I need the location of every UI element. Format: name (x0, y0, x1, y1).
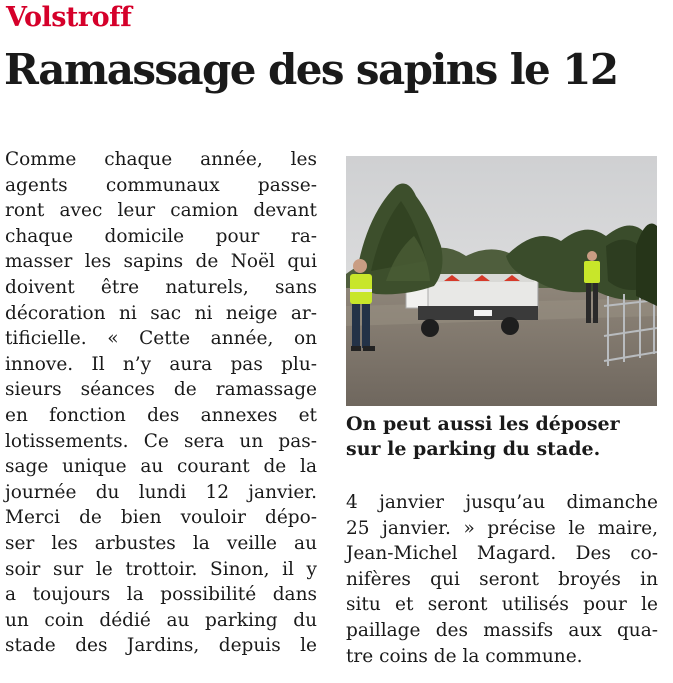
body-line: a toujours la possibilité dans (5, 584, 317, 606)
body-line: tificielle. « Cette année, on (5, 328, 317, 350)
caption-line: On peut aussi les déposer (346, 413, 620, 435)
body-line: un coin dédié au parking du (5, 609, 317, 631)
body-line: Merci de bien vouloir dépo- (5, 507, 317, 529)
body-line: 25 janvier. » précise le maire, (346, 517, 658, 539)
body-line: en fonction des annexes et (5, 404, 317, 426)
body-line: 4 janvier jusqu’au dimanche (346, 492, 658, 513)
body-line: tre coins de la commune. (346, 645, 583, 667)
body-line: Comme chaque année, les (5, 149, 317, 170)
body-line: lotissements. Ce sera un pas- (5, 430, 317, 452)
body-line: sage unique au courant de la (5, 456, 317, 478)
body-line: stade des Jardins, depuis le (5, 635, 317, 657)
photo-illustration (346, 156, 657, 406)
body-line: masser les sapins de Noël qui (5, 251, 317, 273)
body-line: soir sur le trottoir. Sinon, il y (5, 558, 317, 580)
body-line: nifères qui seront broyés in (346, 568, 658, 590)
body-line: sieurs séances de ramassage (5, 379, 317, 401)
article-body-left (5, 147, 317, 659)
photo-caption (346, 412, 657, 462)
body-line: journée du lundi 12 janvier. (5, 481, 317, 503)
body-line: agents communaux passe- (5, 174, 317, 196)
article-body-right (346, 490, 658, 669)
body-line: innove. Il n’y aura pas plu- (5, 353, 317, 375)
body-line: décoration ni sac ni neige ar- (5, 302, 317, 324)
article-headline: Ramassage des sapins le 12 (4, 45, 618, 94)
caption-line: sur le parking du stade. (346, 438, 601, 460)
article-photo (346, 156, 657, 406)
body-line: situ et seront utilisés pour le (346, 594, 658, 616)
section-kicker: Volstroff (6, 2, 132, 33)
body-line: doivent être naturels, sans (5, 276, 317, 298)
body-line: chaque domicile pour ra- (5, 225, 317, 247)
body-line: ser les arbustes la veille au (5, 532, 317, 554)
body-line: ront avec leur camion devant (5, 200, 317, 222)
body-line: paillage des massifs aux qua- (346, 619, 658, 641)
body-line: Jean-Michel Magard. Des co- (346, 543, 658, 565)
